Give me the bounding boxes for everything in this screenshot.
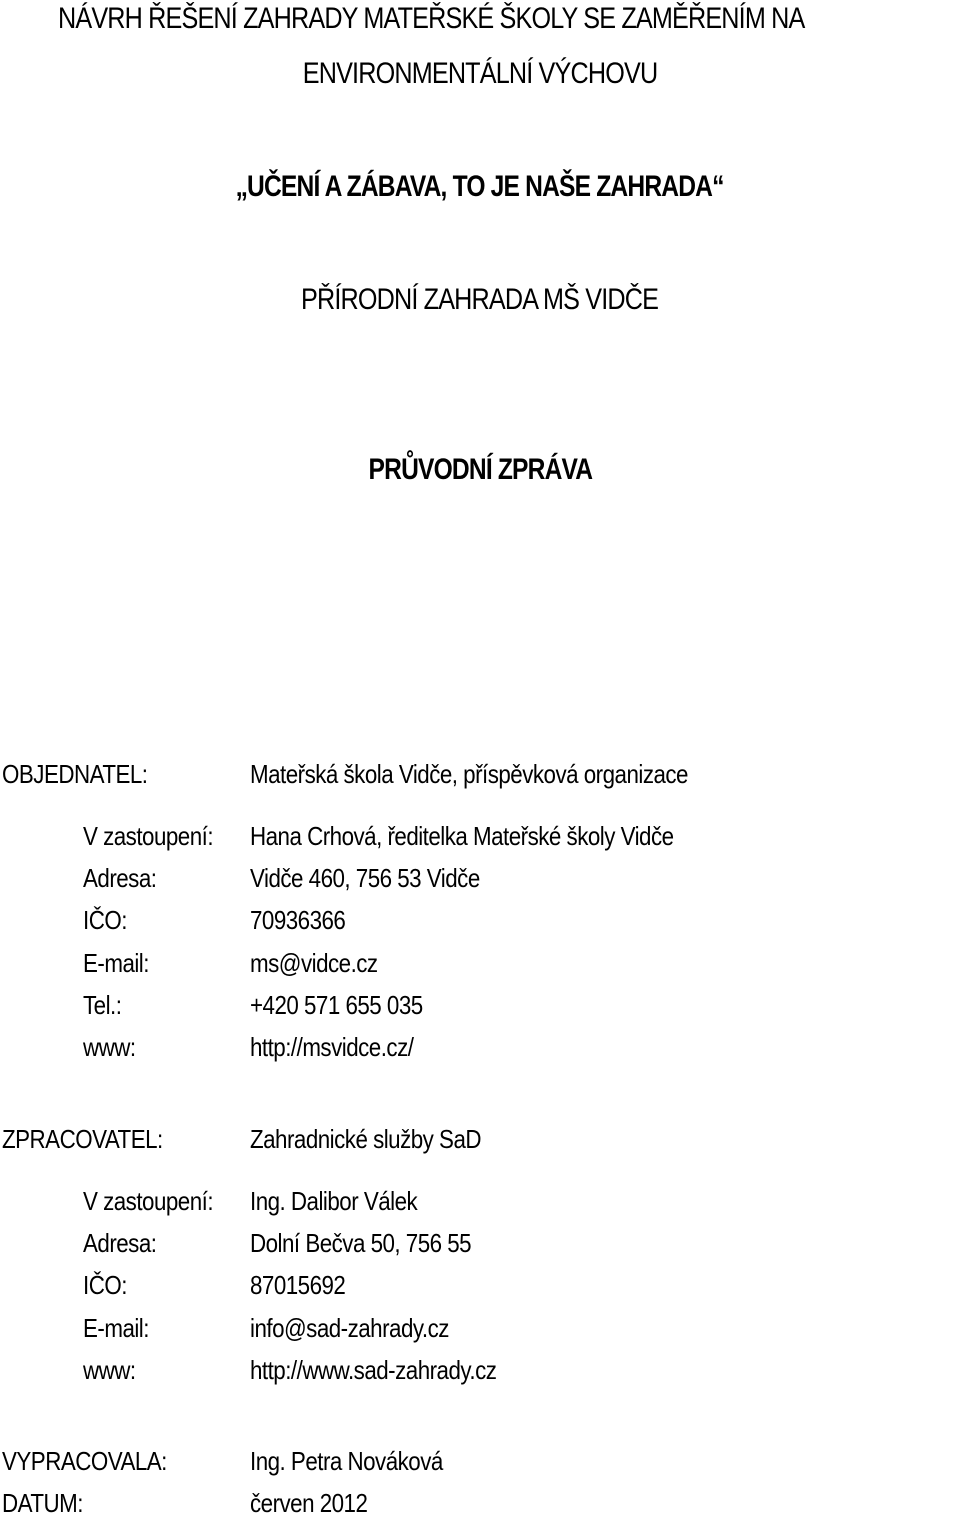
prepared-by-label: VYPRACOVALA: [2,1446,167,1476]
client-representative-label: V zastoupení: [83,821,214,851]
document-title-line-1: NÁVRH ŘEŠENÍ ZAHRADY MATEŘSKÉ ŠKOLY SE ZAMĚŘENÍM NA [58,2,805,35]
client-name: Mateřská škola Vidče, příspěvková organizace [250,759,688,789]
prepared-by-value: Ing. Petra Nováková [250,1446,443,1476]
client-address-value: Vidče 460, 756 53 Vidče [250,863,480,893]
contractor-ico-label: IČO: [83,1270,127,1300]
date-label: DATUM: [2,1488,83,1518]
contractor-representative-value: Ing. Dalibor Válek [250,1186,418,1216]
client-web-value: http://msvidce.cz/ [250,1032,414,1062]
client-ico-value: 70936366 [250,905,346,935]
contractor-ico-value: 87015692 [250,1270,346,1300]
client-ico-label: IČO: [83,905,127,935]
contractor-web-label: www: [83,1355,136,1385]
client-email-label: E-mail: [83,948,149,978]
contractor-email-value: info@sad-zahrady.cz [250,1313,449,1343]
contractor-representative-label: V zastoupení: [83,1186,214,1216]
client-address-label: Adresa: [83,863,157,893]
client-label: OBJEDNATEL: [2,759,148,789]
client-phone-label: Tel.: [83,990,122,1020]
contractor-name: Zahradnické služby SaD [250,1124,482,1154]
client-web-label: www: [83,1032,136,1062]
client-email-value: ms@vidce.cz [250,948,378,978]
contractor-email-label: E-mail: [83,1313,149,1343]
report-type-heading: PRŮVODNÍ ZPRÁVA [368,453,592,486]
document-title-line-2: ENVIRONMENTÁLNÍ VÝCHOVU [302,57,658,90]
client-representative-value: Hana Crhová, ředitelka Mateřské školy Vidče [250,821,674,851]
contractor-address-label: Adresa: [83,1228,157,1258]
contractor-web-value: http://www.sad-zahrady.cz [250,1355,497,1385]
project-name-heading: PŘÍRODNÍ ZAHRADA MŠ VIDČE [301,283,659,316]
motto-heading: „UČENÍ A ZÁBAVA, TO JE NAŠE ZAHRADA“ [235,170,725,203]
contractor-address-value: Dolní Bečva 50, 756 55 [250,1228,472,1258]
date-value: červen 2012 [250,1488,368,1518]
contractor-label: ZPRACOVATEL: [2,1124,163,1154]
client-phone-value: +420 571 655 035 [250,990,423,1020]
